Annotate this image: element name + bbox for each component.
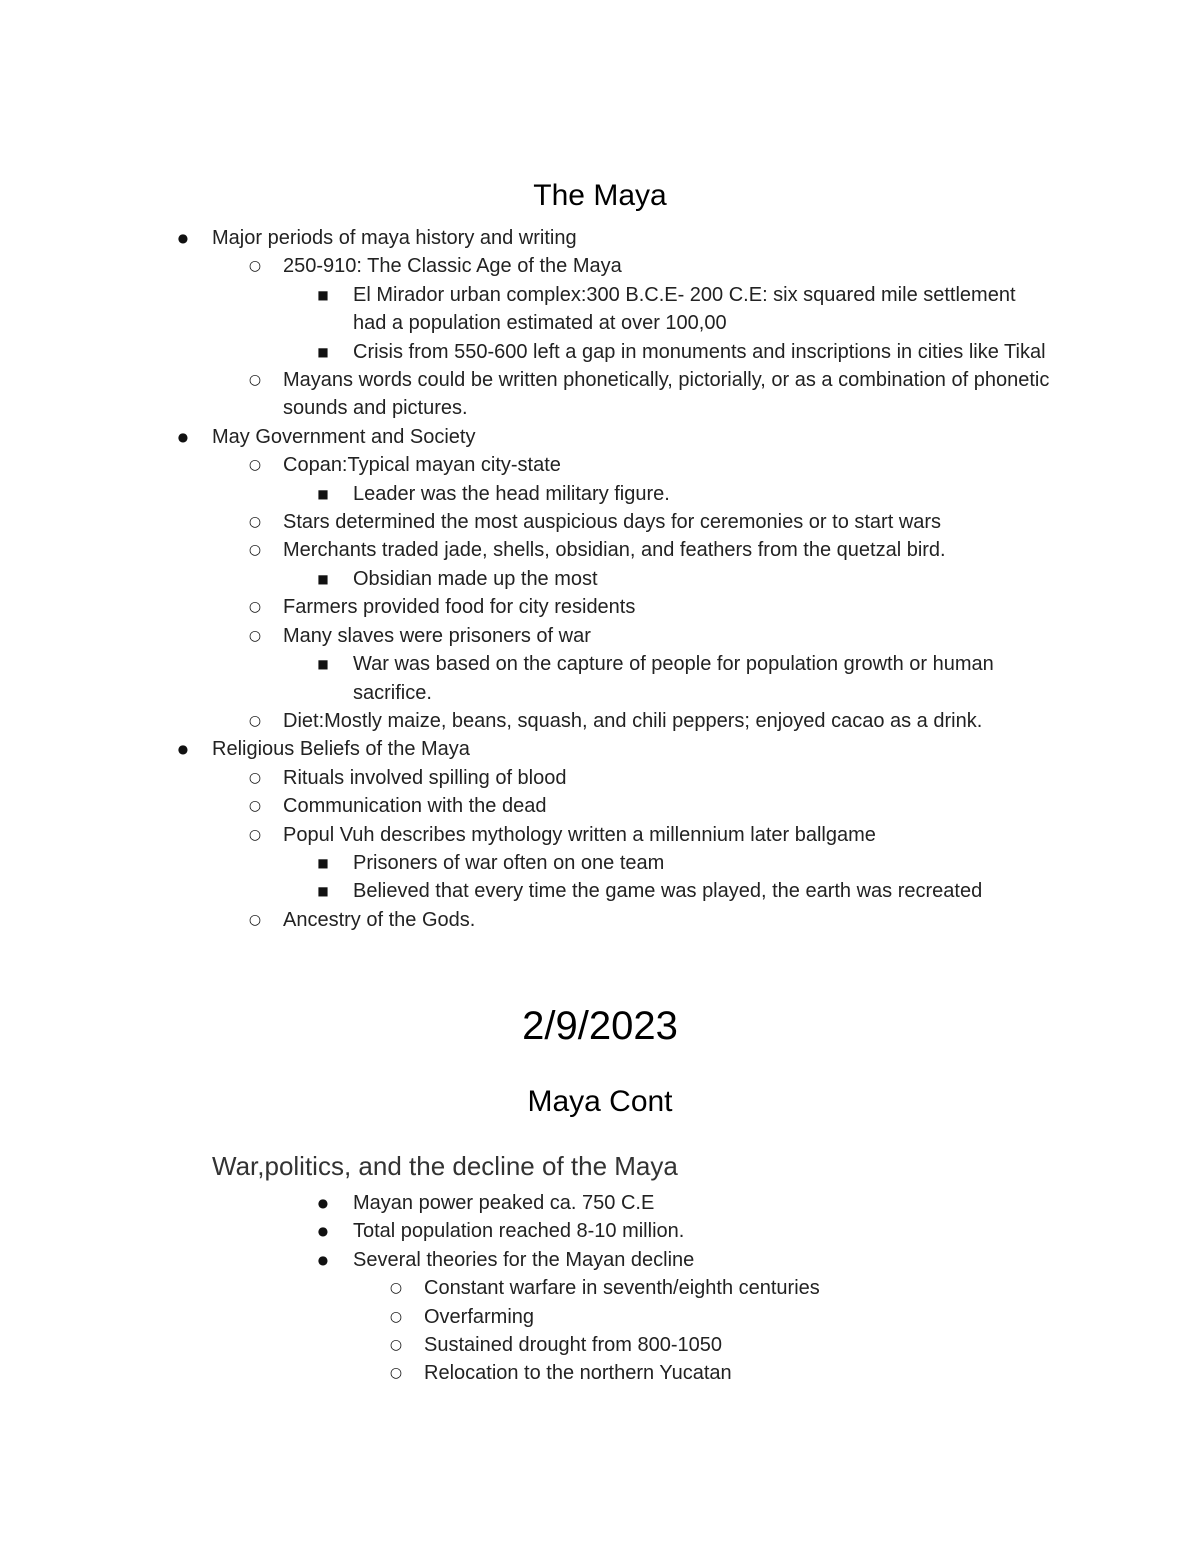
list-item (0, 821, 1053, 849)
section-title: Maya Cont (527, 1085, 673, 1118)
bullet-marker-icon: ○ (248, 542, 262, 559)
notes-outline-continued (0, 1189, 1200, 1388)
list-item-text: Relocation to the northern Yucatan (424, 1362, 732, 1385)
list-item (0, 593, 1053, 621)
list-item-text: Several theories for the Mayan decline (353, 1248, 695, 1271)
bullet-marker-icon: ● (177, 231, 189, 245)
bullet-marker-icon: ● (177, 429, 189, 444)
bullet-marker-icon: ● (317, 1252, 329, 1267)
list-item (0, 252, 1053, 280)
bullet-marker-icon: ○ (248, 826, 262, 843)
subsection-heading: War,politics, and the decline of the Maya (212, 1151, 678, 1181)
bullet-marker-icon: ■ (317, 884, 329, 899)
list-item (0, 1359, 1054, 1387)
list-item-text: Merchants traded jade, shells, obsidian, and feathers from the quetzal bird. (283, 539, 946, 562)
list-item-text: War was based on the capture of people for population growth or human sacrifice. (353, 653, 994, 704)
bullet-marker-icon: ● (177, 742, 189, 757)
list-item (0, 1189, 1053, 1217)
list-item (0, 622, 1053, 650)
list-item (0, 707, 1053, 735)
list-item-text: Sustained drought from 800-1050 (424, 1334, 722, 1357)
list-item (0, 451, 1053, 479)
list-item (0, 480, 1053, 508)
list-item (0, 1246, 1053, 1274)
bullet-marker-icon: ■ (317, 657, 329, 672)
list-item (0, 423, 1052, 451)
list-item (0, 849, 1053, 877)
list-item-text: May Government and Society (212, 425, 476, 448)
list-item-text: Many slaves were prisoners of war (283, 624, 591, 647)
list-item-text: Diet:Mostly maize, beans, squash, and chili peppers; enjoyed cacao as a drink. (283, 709, 983, 732)
bullet-marker-icon: ○ (389, 1337, 403, 1354)
list-item-text: Overfarming (424, 1305, 535, 1328)
list-item-text: Believed that every time the game was played, the earth was recreated (353, 880, 983, 903)
list-item-text: El Mirador urban complex:300 B.C.E- 200 C.E: six squared mile settlement had a population estimated at over 100,00 (353, 283, 1016, 335)
list-item (0, 877, 1053, 905)
list-item-text: Rituals involved spilling of blood (283, 766, 567, 789)
bullet-marker-icon: ○ (248, 258, 262, 275)
bullet-marker-icon: ○ (248, 627, 262, 644)
list-item-text: Obsidian made up the most (353, 567, 598, 590)
list-item (0, 508, 1053, 536)
bullet-marker-icon: ○ (389, 1365, 403, 1382)
list-item-text: Leader was the head military figure. (353, 482, 670, 505)
list-item (0, 536, 1053, 564)
list-item-text: Crisis from 550-600 left a gap in monuments and inscriptions in cities like Tikal (353, 340, 1046, 363)
bullet-marker-icon: ○ (389, 1308, 403, 1325)
list-item (0, 224, 1052, 252)
list-item (0, 1217, 1053, 1245)
bullet-marker-icon: ○ (248, 769, 262, 786)
list-item (0, 1303, 1054, 1331)
bullet-marker-icon: ○ (248, 599, 262, 616)
list-item (0, 906, 1053, 934)
bullet-marker-icon: ○ (248, 911, 262, 928)
list-item-text: Ancestry of the Gods. (283, 908, 476, 931)
list-item-text: Prisoners of war often on one team (353, 851, 665, 874)
list-item-text: Popul Vuh describes mythology written a millennium later ballgame (283, 823, 876, 846)
bullet-marker-icon: ■ (317, 287, 329, 302)
list-item-text: Farmers provided food for city residents (283, 596, 636, 619)
bullet-marker-icon: ■ (317, 855, 329, 870)
list-item-text: Mayan power peaked ca. 750 C.E (353, 1192, 655, 1214)
list-item-text: Copan:Typical mayan city-state (283, 454, 561, 477)
bullet-marker-icon: ■ (317, 344, 329, 359)
list-item (0, 281, 1053, 338)
list-item-text: Total population reached 8-10 million. (353, 1220, 685, 1243)
list-item (0, 366, 1053, 423)
bullet-marker-icon: ● (317, 1224, 329, 1239)
list-item (0, 1331, 1054, 1359)
list-item-text: Mayans words could be written phonetically, pictorially, or as a combination of phonetic sounds and pictures. (283, 369, 1050, 420)
list-item (0, 565, 1053, 593)
list-item (0, 792, 1053, 820)
list-item-text: Communication with the dead (283, 795, 547, 818)
bullet-marker-icon: ○ (248, 514, 262, 531)
document-title: The Maya (533, 179, 667, 212)
list-item-text: Religious Beliefs of the Maya (212, 738, 470, 761)
list-item-text: Constant warfare in seventh/eighth centuries (424, 1277, 820, 1300)
bullet-marker-icon: ○ (248, 372, 262, 389)
list-item-text: Stars determined the most auspicious days for ceremonies or to start wars (283, 511, 942, 534)
notes-outline (0, 224, 1200, 934)
list-item (0, 735, 1052, 763)
list-item (0, 764, 1053, 792)
bullet-marker-icon: ○ (248, 798, 262, 815)
bullet-marker-icon: ○ (389, 1280, 403, 1297)
list-item (0, 338, 1053, 366)
bullet-marker-icon: ■ (317, 486, 329, 501)
list-item-text: Major periods of maya history and writing (212, 227, 577, 249)
list-item (0, 1274, 1054, 1302)
bullet-marker-icon: ○ (248, 457, 262, 474)
bullet-marker-icon: ● (317, 1196, 329, 1210)
list-item (0, 650, 1053, 707)
date-heading: 2/9/2023 (522, 1004, 678, 1048)
list-item-text: 250-910: The Classic Age of the Maya (283, 255, 622, 278)
bullet-marker-icon: ○ (248, 712, 262, 729)
bullet-marker-icon: ■ (317, 571, 329, 586)
